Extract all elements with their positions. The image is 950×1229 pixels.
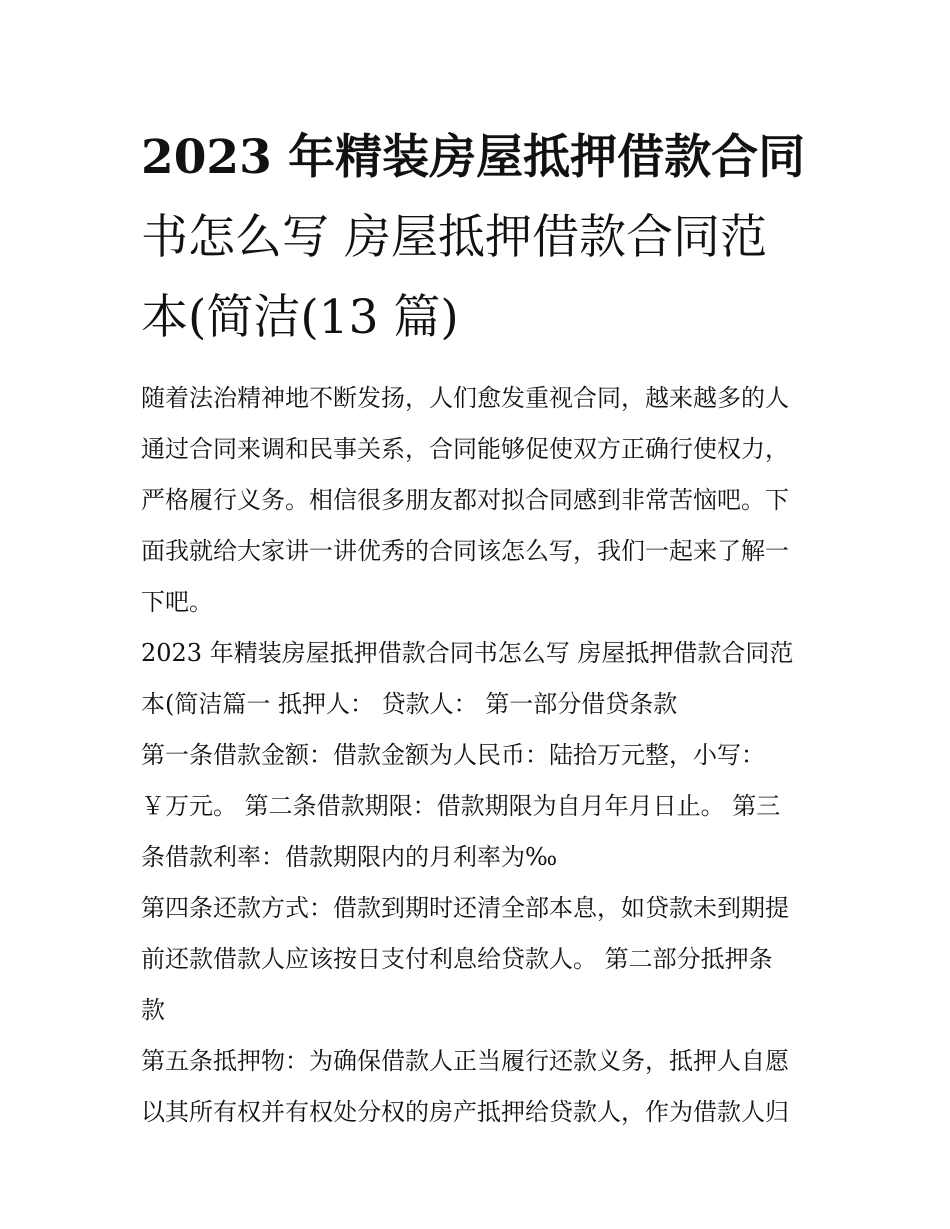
body-line: 本(简洁篇一 抵押人： 贷款人： 第一部分借贷条款 <box>141 690 678 718</box>
body-line: 前还款借款人应该按日支付利息给贷款人。 第二部分抵押条 <box>141 945 773 973</box>
body-line: ￥万元。 第二条借款期限：借款期限为自月年月日止。 第三 <box>141 792 781 820</box>
document-body <box>141 373 813 1138</box>
body-line: 下吧。 <box>141 588 213 616</box>
body-line: 条借款利率：借款期限内的月利率为‰ <box>141 843 558 871</box>
body-line: 面我就给大家讲一讲优秀的合同该怎么写，我们一起来了解一 <box>141 537 789 565</box>
document-title <box>141 118 813 358</box>
title-line-1: 2023 年精装房屋抵押借款合同 <box>141 130 806 185</box>
body-line: 第一条借款金额：借款金额为人民币：陆拾万元整，小写： <box>141 741 765 769</box>
body-line: 随着法治精神地不断发扬，人们愈发重视合同，越来越多的人 <box>141 384 789 412</box>
document-page <box>141 118 813 1138</box>
body-line: 第四条还款方式：借款到期时还清全部本息，如贷款未到期提 <box>141 894 789 922</box>
title-line-3: 本(简洁(13 篇) <box>141 290 459 345</box>
body-line: 2023 年精装房屋抵押借款合同书怎么写 房屋抵押借款合同范 <box>141 639 794 667</box>
body-line: 以其所有权并有权处分权的房产抵押给贷款人，作为借款人归 <box>141 1098 789 1126</box>
body-line: 第五条抵押物：为确保借款人正当履行还款义务，抵押人自愿 <box>141 1047 789 1075</box>
body-line: 通过合同来调和民事关系，合同能够促使双方正确行使权力， <box>141 435 789 463</box>
title-line-2: 书怎么写 房屋抵押借款合同范 <box>141 210 767 265</box>
body-line: 款 <box>141 996 165 1024</box>
body-line: 严格履行义务。相信很多朋友都对拟合同感到非常苦恼吧。下 <box>141 486 789 514</box>
